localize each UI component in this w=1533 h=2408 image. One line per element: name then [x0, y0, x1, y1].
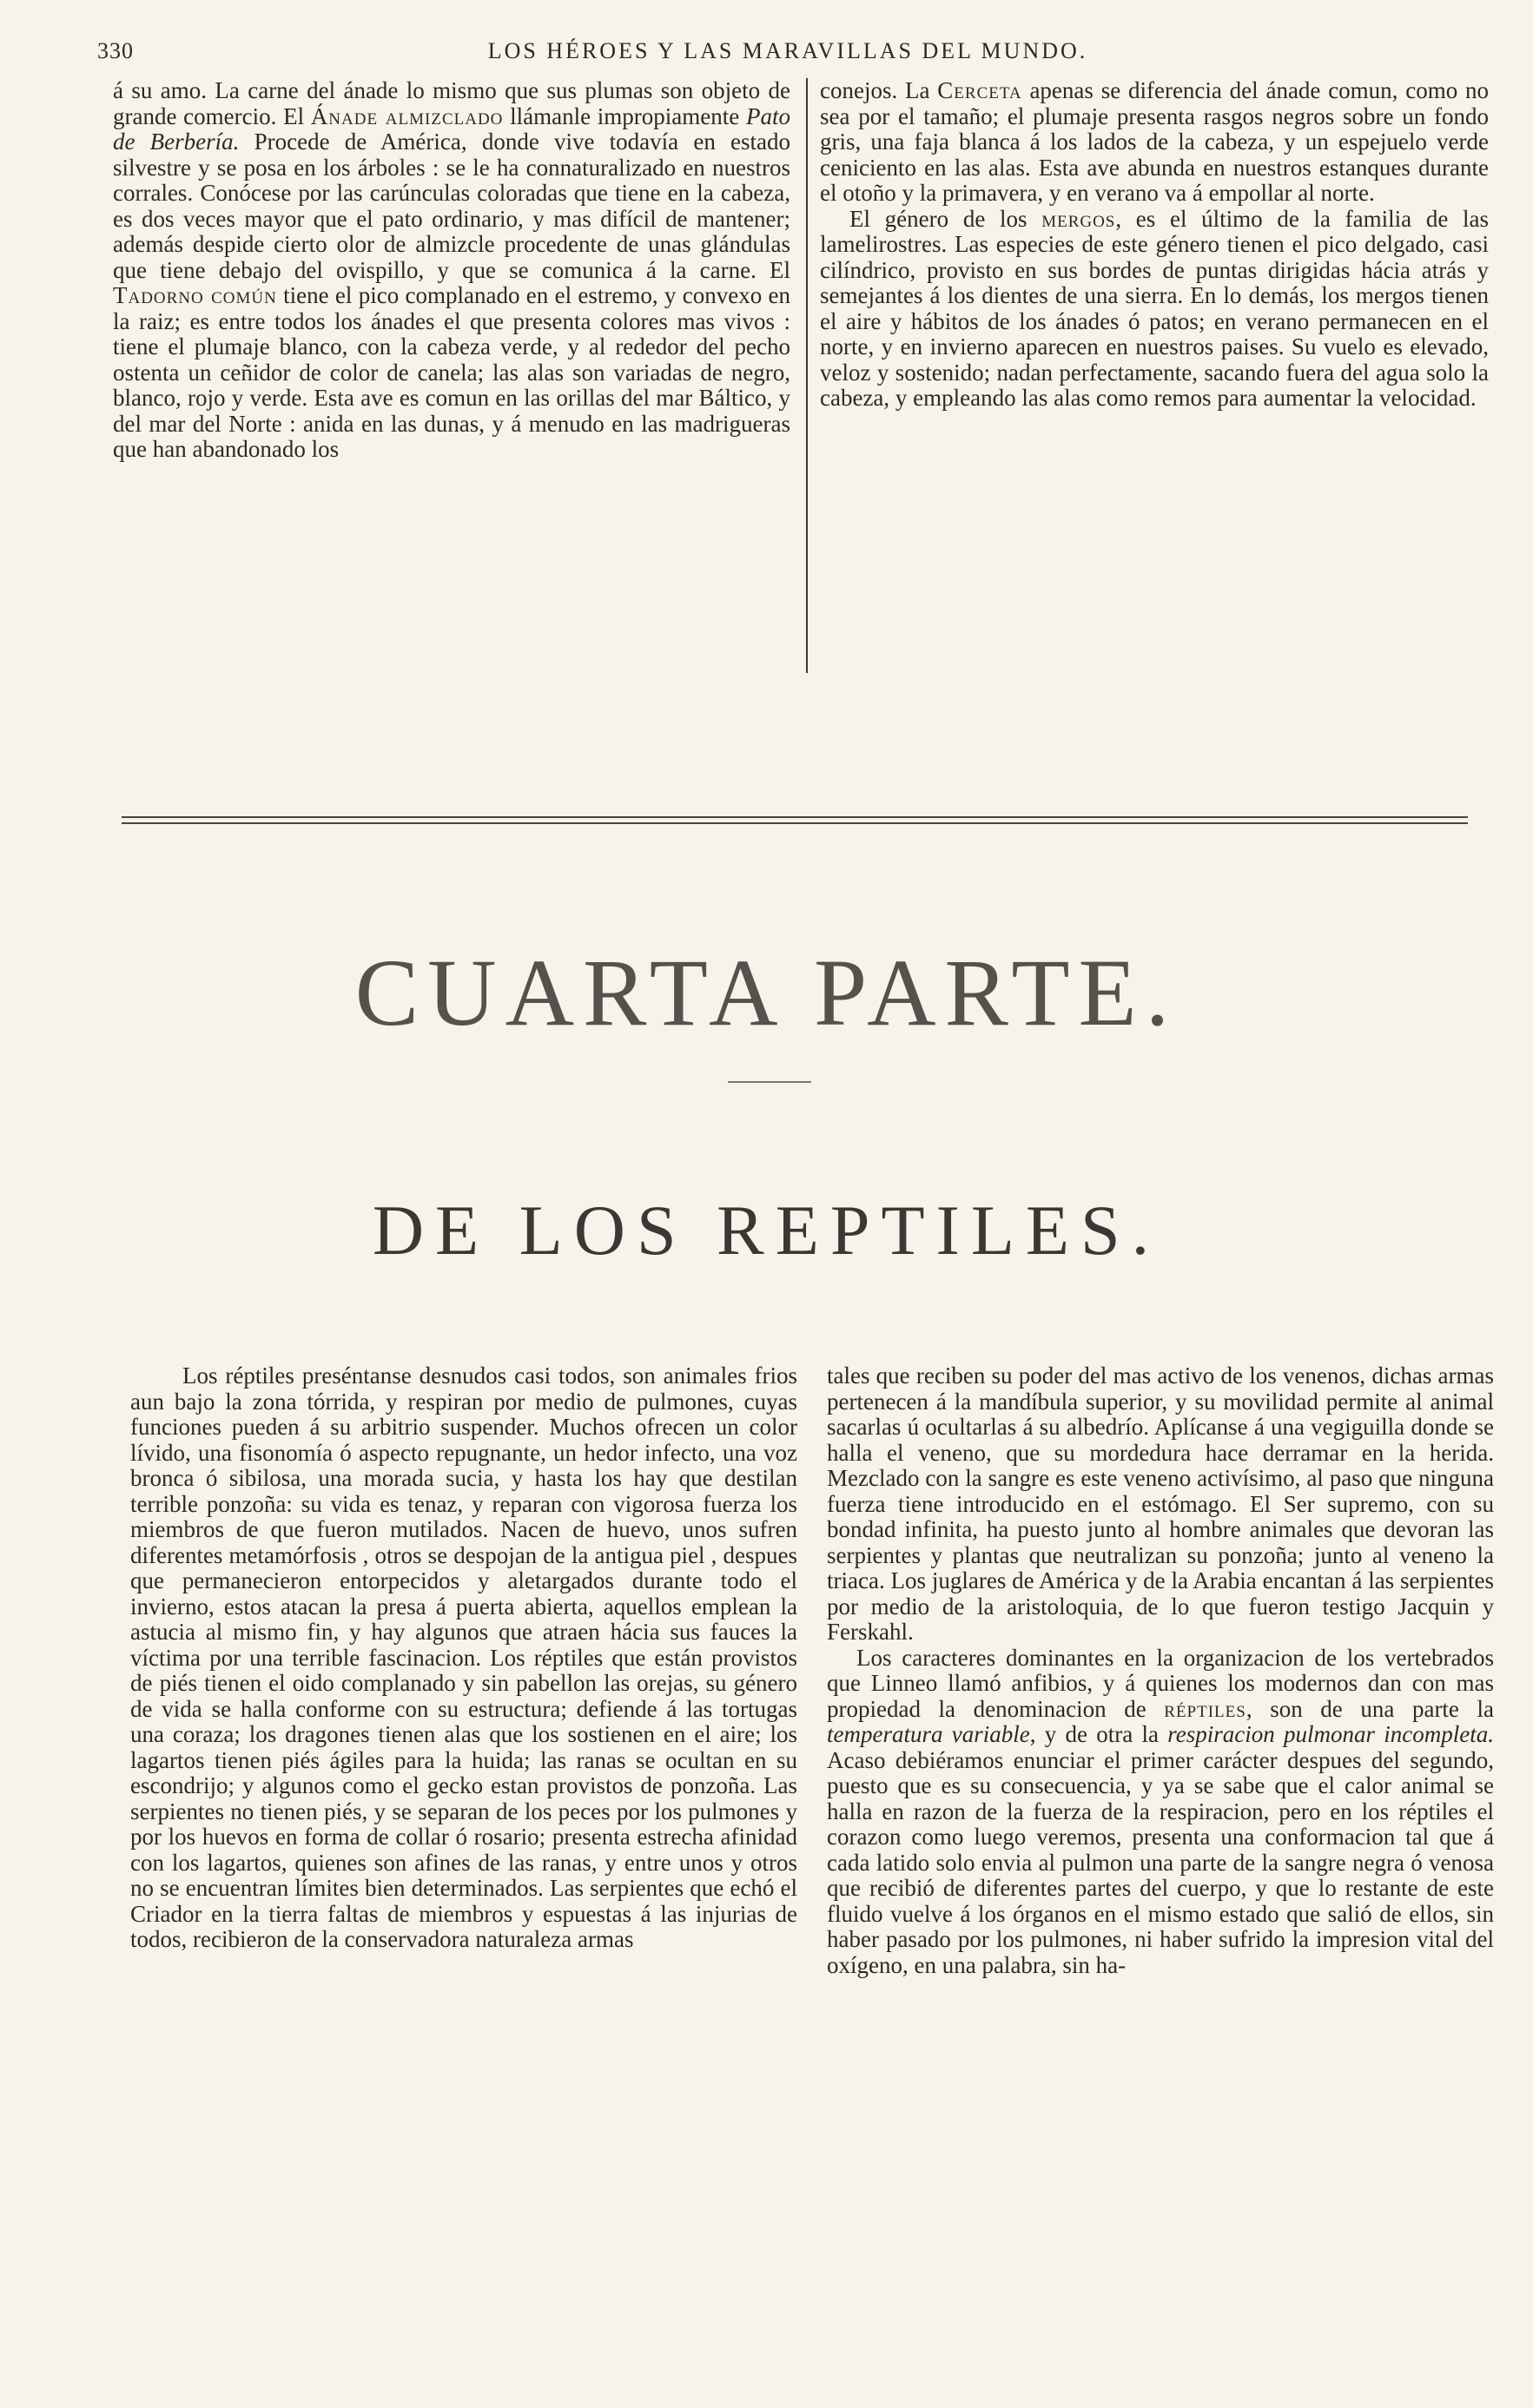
- term-cerceta: Cerceta: [937, 77, 1022, 103]
- section-separator-bottom: [122, 822, 1468, 824]
- running-title: LOS HÉROES Y LAS MARAVILLAS DEL MUNDO.: [487, 38, 1088, 63]
- bottom-right-column: [827, 1363, 1494, 1978]
- text: tiene el pico complanado en el estremo, y convexo en la raiz; es entre todos los ánades el que presenta colores mas vivos : tiene el plumaje blanco, con la cabeza verde, y al rededor del pecho ostenta un ceñidor de color de canela; las alas son variadas de negro, blanco, rojo y verde. Esta ave es comun en las orillas del mar Báltico, y del mar del Norte : anida en las dunas, y á menudo en las madrigueras que han abandonado los: [113, 282, 790, 462]
- paragraph: [113, 78, 790, 463]
- text: llámanle impropiamente: [503, 102, 746, 129]
- text: El género de los: [849, 205, 1042, 232]
- term-mergos: mergos: [1041, 205, 1116, 232]
- page-header: [97, 31, 1478, 66]
- text: á su amo. La carne del ánade lo mismo que sus plumas son objeto de grande comercio. El: [113, 77, 790, 129]
- part-title: CUARTA PARTE.: [354, 940, 1179, 1046]
- paragraph: tales que reciben su poder del mas activo de los venenos, dichas armas pertenecen á la mandíbula superior, y su movilidad permite al animal sacarlas ú ocultarlas á su albedrío. Aplícanse á una vegiguilla donde se halla el veneno, que su mordedura hace derramar en la herida. Mezclado con la sangre es este veneno activísimo, al paso que ninguna fuerza tiene introducido en el estómago. El Ser supremo, con su bondad infinita, ha puesto junto al hombre animales que devoran las serpientes y plantas que neutralizan su ponzoña; junto al veneno la triaca. Los juglares de América y de la Arabia encantan á las serpientes por medio de la aristoloquia, de lo que fueron testigo Jacquin y Ferskahl.: [827, 1362, 1494, 1645]
- term-pato-de-berberia: Pato de Berbería.: [113, 102, 790, 155]
- section-separator-top: [122, 816, 1468, 818]
- paragraph: [820, 207, 1489, 412]
- term-temperatura-variable: temperatura variable: [827, 1721, 1030, 1747]
- paragraph: [827, 1646, 1494, 1979]
- top-right-column: [820, 78, 1489, 412]
- text: apenas se diferencia del ánade comun, como no sea por el tamaño; el plumaje presenta rasgos negros sobre un fondo gris, una faja blanca á los lados de la cabeza, y un espejuelo verde ceniciento en las alas. Esta ave abunda en nuestros estanques durante el otoño y la primavera, y en verano va á empollar al norte.: [820, 77, 1489, 206]
- column-divider: [806, 78, 808, 673]
- term-reptiles: réptiles: [1164, 1695, 1246, 1722]
- section-title: DE LOS REPTILES.: [372, 1191, 1161, 1270]
- text: , son de una parte la: [1246, 1695, 1495, 1722]
- term-anade-almizclado: Ánade almizclado: [310, 102, 504, 129]
- text: conejos. La: [820, 77, 938, 103]
- paragraph: Los réptiles preséntanse desnudos casi todos, son animales frios aun bajo la zona tórrida, y respiran por medio de pulmones, cuyas funciones pueden á su arbitrio suspender. Muchos ofrecen un color lívido, una fisonomía ó aspecto repugnante, un hedor infecto, una voz bronca ó sibilosa, una morada sucia, y hasta los hay que destilan terrible ponzoña: su vida es tenaz, y reparan con vigorosa fuerza los miembros de que fueron mutilados. Nacen de huevo, unos sufren diferentes metamórfosis , otros se despojan de la antigua piel , despues que permanecieron entorpecidos y aletargados durante todo el invierno, estos atacan la presa á puerta abierta, aquellos emplean la astucia al mismo fin, y hay algunos que atraen hácia sus fauces la víctima por una terrible fascinacion. Los réptiles que están provistos de piés tienen el oido complanado y sin pabellon las orejas, su género de vida se halla conforme con su estructura; defiende á las tortugas una coraza; los dragones tienen alas que los sostienen en el aire; los lagartos tienen piés ágiles para la huida; las ranas se ocultan en su escondrijo; y algunos como el gecko estan provistos de ponzoña. Las serpientes no tienen piés, y se separan de los peces por los pulmones y por los huevos en forma de collar ó rosario; presenta estrecha afinidad con los lagartos, quienes son afines de las ranas, y entre unos y otros no se encuentran límites bien determinados. Las serpientes que echó el Criador en la tierra faltas de miembros y espuestas á las injurias de todos, recibieron de la conservadora naturaleza armas: [130, 1362, 797, 1952]
- text: Acaso debiéramos enunciar el primer carácter despues del segundo, puesto que es su consecuencia, y ya se sabe que el calor animal se halla en razon de la fuerza de la respiracion, pero en los réptiles el corazon como luego veremos, presenta una conformacion tal que á cada latido solo envia al pulmon una parte de la sangre negra ó venosa que recibió de diferentes partes del cuerpo, y que lo restante de este fluido vuelve á los órganos en el mismo estado que salió de ellos, sin haber pasado por los pulmones, ni haber sufrido la impresion vital del oxígeno, en una palabra, sin ha-: [827, 1746, 1494, 1978]
- term-tadorno-comun: Tadorno común: [113, 282, 277, 308]
- title-rule: [728, 1081, 811, 1083]
- text: , y de otra la: [1029, 1721, 1168, 1747]
- term-respiracion-pulmonar: respiracion pulmonar incompleta.: [1167, 1721, 1494, 1747]
- text: Procede de América, donde vive todavía en estado silvestre y se posa en los árboles : se le ha connaturalizado en nuestros corrales. Conócese por las carúnculas coloradas que tiene en la cabeza, es dos veces mayor que el pato ordinario, y mas difícil de mantener; además despide cierto olor de almizcle procedente de unas glándulas que tiene debajo del ovispillo, y que se comunica á la carne. El: [113, 129, 790, 283]
- paragraph: [820, 78, 1489, 207]
- text: , es el último de la familia de las lamelirostres. Las especies de este género tienen el pico delgado, casi cilíndrico, provisto en sus bordes de puntas dirigidas hácia atrás y semejantes á los dientes de una sierra. En lo demás, los mergos tienen el aire y hábitos de los ánades ó patos; en verano permanecen en el norte, y en invierno aparecen en nuestros paises. Su vuelo es elevado, veloz y sostenido; nadan perfectamente, sacando fuera del agua solo la cabeza, y empleando las alas como remos para aumentar la velocidad.: [820, 205, 1489, 411]
- page-number: 330: [97, 38, 134, 63]
- text: Los caracteres dominantes en la organizacion de los vertebrados que Linneo llamó anfibios, y á quienes los modernos dan con mas propiedad la denominacion de: [827, 1644, 1494, 1722]
- bottom-left-column: [130, 1363, 797, 1953]
- top-left-column: [113, 78, 790, 463]
